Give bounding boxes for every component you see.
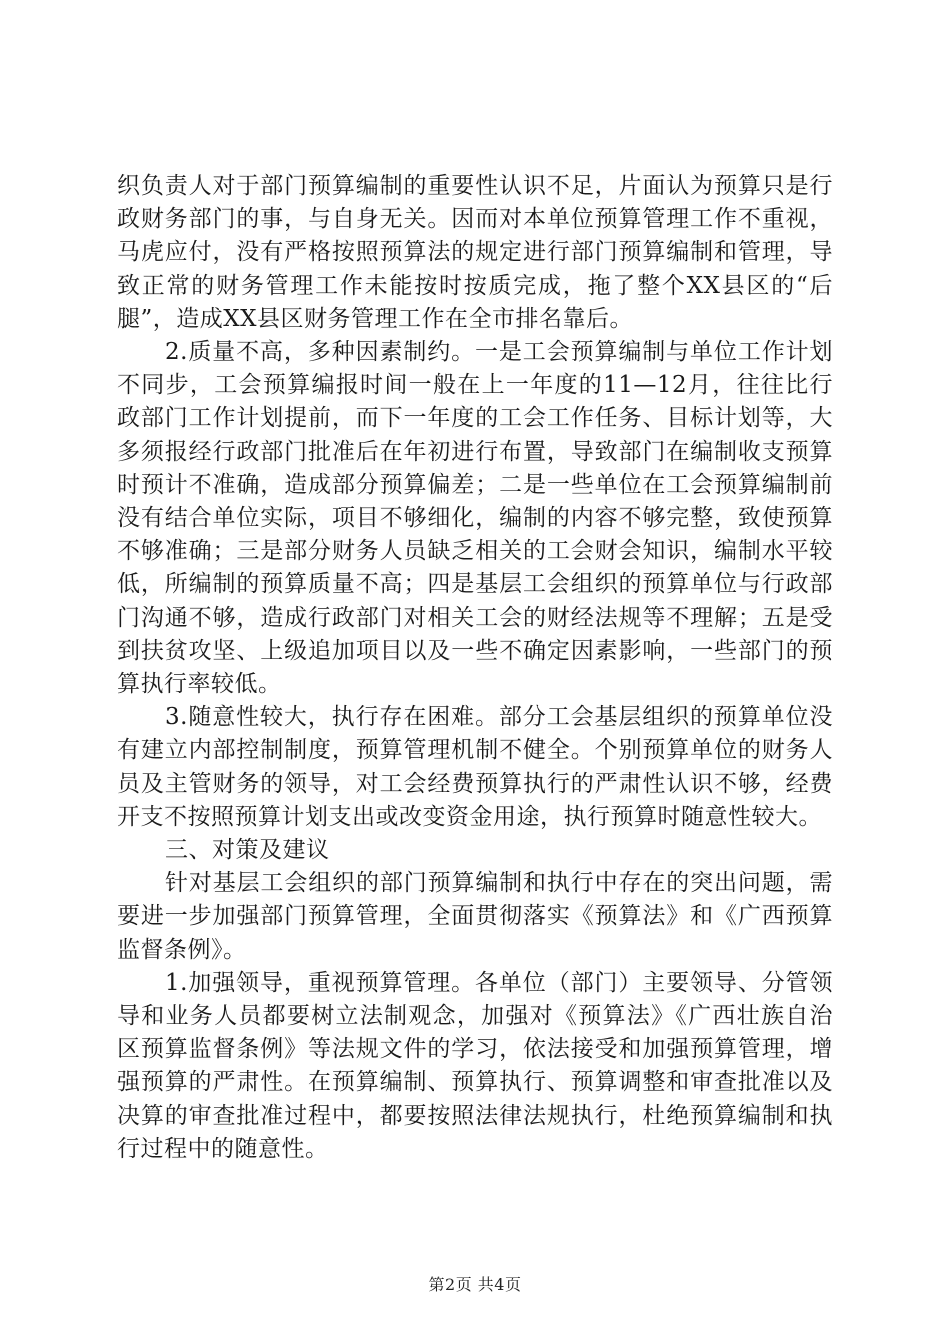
document-body xyxy=(117,170,833,1166)
paragraph-item-2-quality: 2.质量不高，多种因素制约。一是工会预算编制与单位工作计划不同步，工会预算编报时间一般在上一年度的11—12月，往往比行政部门工作计划提前，而下一年度的工会工作任务、目标计划等，大多须报经行政部门批准后在年初进行布置，导致部门在编制收支预算时预计不准确，造成部分预算偏差；二是一些单位在工会预算编制前没有结合单位实际，项目不够细化，编制的内容不够完整，致使预算不够准确；三是部分财务人员缺乏相关的工会财会知识，编制水平较低，所编制的预算质量不高；四是基层工会组织的预算单位与行政部门沟通不够，造成行政部门对相关工会的财经法规等不理解；五是受到扶贫攻坚、上级追加项目以及一些不确定因素影响，一些部门的预算执行率较低。 xyxy=(117,339,833,698)
paragraph-item-3-arbitrariness: 3.随意性较大，执行存在困难。部分工会基层组织的预算单位没有建立内部控制制度，预算管理机制不健全。个别预算单位的财务人员及主管财务的领导，对工会经费预算执行的严肃性认识不够，经费开支不按照预算计划支出或改变资金用途，执行预算时随意性较大。 xyxy=(117,704,833,830)
paragraph-continuation: 织负责人对于部门预算编制的重要性认识不足，片面认为预算只是行政财务部门的事，与自身无关。因而对本单位预算管理工作不重视，马虎应付，没有严格按照预算法的规定进行部门预算编制和管理，导致正常的财务管理工作未能按时按质完成，拖了整个XX县区的“后腿”，造成XX县区财务管理工作在全市排名靠后。 xyxy=(117,173,833,332)
paragraph-section-intro: 针对基层工会组织的部门预算编制和执行中存在的突出问题，需要进一步加强部门预算管理，全面贯彻落实《预算法》和《广西预算监督条例》。 xyxy=(117,870,833,963)
page-number-footer: 第2页 共4页 xyxy=(428,1275,522,1294)
paragraph-item-1-leadership: 1.加强领导，重视预算管理。各单位（部门）主要领导、分管领导和业务人员都要树立法制观念，加强对《预算法》《广西壮族自治区预算监督条例》等法规文件的学习，依法接受和加强预算管理，增强预算的严肃性。在预算编制、预算执行、预算调整和审查批准以及决算的审查批准过程中，都要按照法律法规执行，杜绝预算编制和执行过程中的随意性。 xyxy=(117,969,833,1162)
section-heading-countermeasures: 三、对策及建议 xyxy=(165,837,330,864)
